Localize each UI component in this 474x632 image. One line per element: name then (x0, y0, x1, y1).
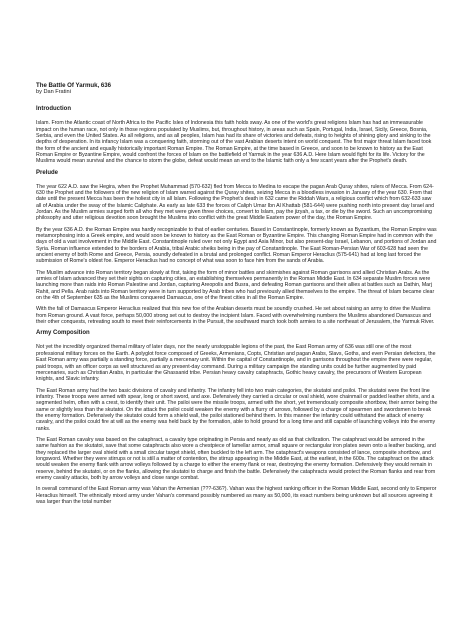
section-prelude (36, 170, 438, 326)
paragraph: By the year 636 A.D. the Roman Empire was hardly recognizable to that of earlier centuries. Based in Constantinople, formerly known as Byzantium, the Roman Empire was metamorphosing into a Greek empire, and would soon be known to history as the East Roman or Byzantine Empire. This changing Roman Empire had in common with the days of old a vast involvement in the Middle East. Constantinople ruled over not only Egypt and Asia Minor, but also present-day Israel, Lebanon, and portions of Jordan and Syria. Roman influence extended to the borders of Arabia, tribal Arabic sheiks being in the pay of Constantinople. The East Roman-Persian War of 603-628 had seen the ancient enemy of both Rome and Greece, Persia, soundly defeated in a brutal and prolonged conflict. Roman Emperor Heraclius (575-641) had at long last forced the submission of Rome's oldest foe. Emperor Heraclius had no concept of what was soon to face him from the sands of Arabia. (36, 226, 437, 265)
document-title: The Battle Of Yarmuk, 636 (36, 82, 112, 89)
document-body (36, 106, 438, 505)
section-introduction (36, 106, 438, 164)
paragraph: The Muslim advance into Roman territory began slowly at first, taking the form of minor battles and skirmishes against Roman garrisons and allied Christian Arabs. As the armies of Islam advanced they set their sights on capturing cities, an establishing themselves permanently in the Roman Middle East. In 634 separate Muslim forces were launching more than raids into Roman Palestine and Jordan, capturing Areopolis and Busra, and defeating Roman garrisons and their allies at battles such as Dathin, Marj Rahit, and Pella. Arab raids into Roman territory were in turn supported by Arab tribes who had previously allied themselves to the empire. The threat of Islam became clear on the 4th of September 635 as the Muslims conquered Damascus, one of the finest cities in all the Roman Empire. (36, 269, 435, 302)
section-heading: Army Composition (36, 330, 90, 337)
paragraph: The East Roman army had the two basic divisions of cavalry and infantry. The infantry fell into two main categories, the skutatoi and psiloi. The skutatoi were the front line infantry. These troops were armed with spear, long or short sword, and axe. Defensively they carried a circular or oval shield, wore chainmail or padded leather shirts, and a segmented helm, often with a crest, to identify their unit. The psiloi were the missile troops, armed with the short, yet tremendously composite shortbow, their armor being the same or slightly less than the skutatoi. On the attack the psiloi could weaken the enemy with a flurry of arrows, followed by a charge of spearmen and swordsmen to break the enemy formation. Defensively the skutatoi could form a shield wall, the psiloi stationed behind them. In this manner the infantry could withstand the attack of enemy cavalry, and the psiloi could fire at will as the enemy was held back by the formation, able to hold ground for a long time and still capable of launching volleys into the enemy ranks. (36, 387, 438, 432)
paragraph: Not yet the incredibly organized themal military of later days, nor the nearly unstoppable legions of the past, the East Roman army of 636 was still one of the most professional military forces on the Earth. A polyglot force composed of Greeks, Armenians, Copts, Christian and pagan Arabs, Slavs, Goths, and even Persian defectors, the East Roman army was partially a standing force, partially a mercenary unit. Within the capital of Constantinople, and in garrisons throughout the empire there were regular, paid troops, with an officer corps as well structured as any present-day command. During a military campaign the standing units could be further augmented by paid mercenaries, such as Christian Arabs, in particular the Ghassanid tribe. Persian heavy cavalry cataphracts, Gothic heavy cavalry, the precursors of Western European knights, and Slavic infantry. (36, 344, 436, 383)
paragraph: With the fall of Damascus Emperor Heraclius realized that this new foe of the Arabian deserts must be soundly crushed. He set about raising an army to drive the Muslims from Roman ground. A vast force, perhaps 50,000 strong set out to destroy the incipient Islam. Faced with overwhelming numbers the Muslims abandoned Damascus and their other conquests, retreating south to meet their reinforcements in the Pursuit, the southward march took both armies to a site northeast of Jerusalem, the Yarmuk River. (36, 306, 435, 326)
author-byline: by Dan Fratini (36, 89, 71, 96)
paragraph: The East Roman cavalry was based on the cataphract, a cavalry type originating in Persia and nearly as old as that civilization. The cataphract would be armored in the same fashion as the skutatoi, save that some cataphracts also wore a chestpiece of lamellar armor, small square or rectangular iron plates sewn onto a leather backing, and they replaced the larger oval shield with a small circular target shield, often buckled to the left arm. The cataphract's weapons consisted of lance, composite shortbow, and longsword. Whether they were stirrups or not is still a matter of contention, the stirrup appearing in the Middle East, at the earliest, in the 600s. The cataphract on the attack would weaken the enemy flank with arrow volleys followed by a charge to either the enemy flank or rear, destroying the enemy formation. Defensively they would remain in reserve, behind the skutatoi, or on the flanks, allowing the skutatoi to charge and finish the battle. Defensively the cataphracts would protect the Roman flanks and rear from enemy cavalry attacks, both by arrow volleys and close range combat. (36, 436, 436, 482)
paragraph: Islam. From the Atlantic coast of North Africa to the Pacific Isles of Indonesia this faith holds sway. As one of the world's great religions Islam has had an immeasurable impact on the human race, not only in those regions populated by Muslims, but, throughout history, in areas such as Spain, Portugal, India, Israel, Sicily, Greece, Bosnia, Serbia, and even the United States. As all religions, and as all peoples, Islam has had its share of victories and defeats, rising to heights of shining glory and sinking to the depths of desperation. In its infancy Islam was a conquering faith, storming out of the vast Arabian deserts intent on world conquest. The first major threat Islam faced took the form of the ancient and equally historically important Roman Empire. The Roman Empire, at the time based in Greece, and soon to be known to history as the East Roman Empire or Byzantine Empire, would confront the forces of Islam on the battlefield of Yarmuk in the year 636 A.D. Here Islam would fight for its life. Victory for the Muslims would mean survival and the chance to storm the globe, defeat would mean an end to the Islamic faith only a few scant years after the Prophet's death. (36, 120, 432, 165)
section-heading: Introduction (36, 106, 71, 113)
paragraph: The year 622 A.D. saw the Hegira, when the Prophet Muhammad (570-632) fled from Mecca to Medina to escape the pagan Arab Quray shites, rulers of Mecca. From 624-630 the Prophet and the followers of the new religion of Islam warred against the Quray shites, seizing Mecca in a bloodless invasion in January of the year 630. From that date until the present Mecca has been the holiest city in all Islam. Following the Prophet's death in 632 came the Riddah Wars, a religious conflict which from 632-633 saw all of Arabia under the sway of the Islamic Caliphate. As early as late 633 the forces of Caliph Umar Ibn Al Khattab (581-644) were pushing north into present day Israel and Jordan. As the Muslim armies surged forth all who they met were given three choices, convert to Islam, pay the jizyah, a tax, or die by the sword. Such an uncompromising philosophy and utter religious devotion soon brought the Muslims into conflict with the great Middle Eastern power of the day, the Roman Empire. (36, 183, 435, 222)
section-army-composition (36, 330, 438, 505)
paragraph: In overall command of the East Roman army was Vahan the Armenian (???-636?). Vahan was the highest ranking officer in the Roman Middle East, second only to Emperor Heraclius himself. The ethnically mixed army under Vahan's command possibly numbered as many as 50,000, its exact numbers being unknown but all sources agreeing it was larger than the total number (36, 486, 437, 506)
section-heading: Prelude (36, 169, 59, 176)
